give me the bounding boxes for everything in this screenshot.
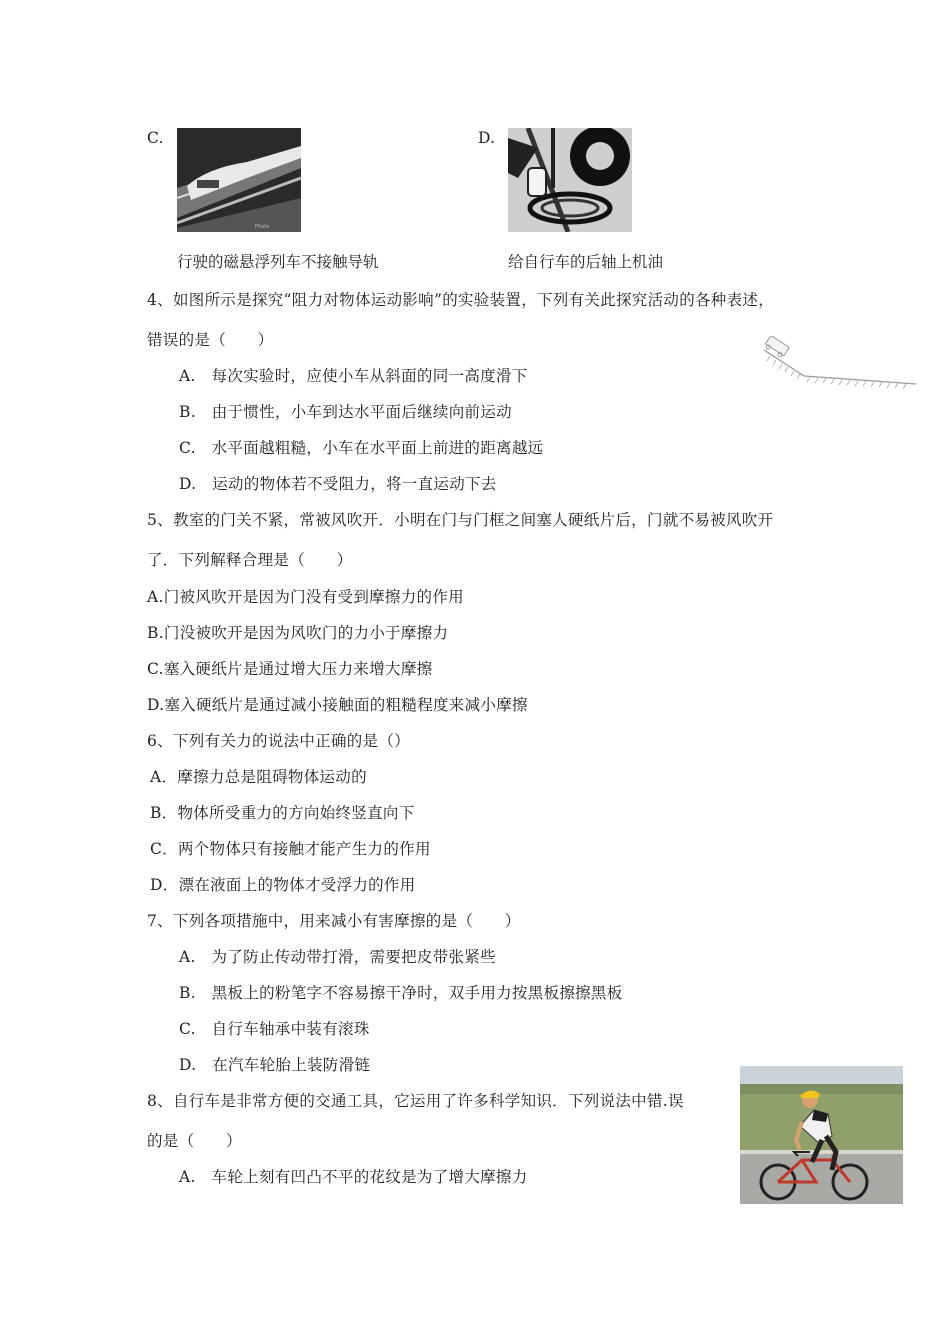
question-5-option-a: A.门被风吹开是因为门没有受到摩擦力的作用: [147, 588, 464, 606]
question-5-option-b: B.门没被吹开是因为风吹门的力小于摩擦力: [147, 624, 449, 642]
question-4-option-c: C. 水平面越粗糙，小车在水平面上前进的距离越远: [179, 439, 544, 457]
question-4-option-d: D. 运动的物体若不受阻力，将一直运动下去: [179, 475, 497, 493]
cyclist-photo: [740, 1066, 903, 1204]
incline-experiment-diagram: [760, 336, 916, 396]
question-7-option-d: D. 在汽车轮胎上装防滑链: [179, 1056, 371, 1074]
svg-text:Photo: Photo: [255, 224, 270, 230]
question-7-stem: 7、下列各项措施中，用来减小有害摩擦的是（ ）: [147, 912, 521, 930]
question-8-option-a: A. 车轮上刻有凹凸不平的花纹是为了增大摩擦力: [179, 1168, 528, 1186]
question-6-option-a: A．摩擦力总是阻碍物体运动的: [150, 768, 367, 786]
question-7-option-b: B. 黑板上的粉笔字不容易擦干净时，双手用力按黑板擦擦黑板: [179, 984, 623, 1002]
question-5-stem: 5、教室的门关不紧，常被风吹开．小明在门与门框之间塞人硬纸片后，门就不易被风吹开: [147, 511, 774, 529]
question-6-option-b: B．物体所受重力的方向始终竖直向下: [150, 804, 415, 822]
question-5-stem-cont: 了．下列解释合理是（ ）: [147, 551, 353, 569]
question-4-option-a: A. 每次实验时，应使小车从斜面的同一高度滑下: [179, 367, 528, 385]
question-8-stem-cont: 的是（ ）: [147, 1132, 242, 1150]
question-5-option-c: C.塞入硬纸片是通过增大压力来增大摩擦: [147, 660, 433, 678]
maglev-train-image: [177, 128, 301, 232]
question-7-option-a: A. 为了防止传动带打滑，需要把皮带张紧些: [179, 948, 496, 966]
option-d-label: D.: [478, 129, 496, 147]
question-4-stem: 4、如图所示是探究“阻力对物体运动影响”的实验装置，下列有关此探究活动的各种表述，: [147, 291, 775, 309]
question-6-option-d: D．漂在液面上的物体才受浮力的作用: [150, 876, 416, 894]
option-c-caption: 行驶的磁悬浮列车不接触导轨: [177, 253, 379, 271]
option-c-label: C.: [147, 129, 164, 147]
option-d-caption: 给自行车的后轴上机油: [508, 253, 664, 271]
question-6-stem: 6、下列有关力的说法中正确的是（）: [147, 732, 410, 750]
question-8-stem: 8、自行车是非常方便的交通工具，它运用了许多科学知识．下列说法中错.误: [147, 1092, 684, 1110]
question-5-option-d: D.塞入硬纸片是通过减小接触面的粗糙程度来减小摩擦: [147, 696, 528, 714]
question-7-option-c: C. 自行车轴承中装有滚珠: [179, 1020, 370, 1038]
question-4-option-b: B. 由于惯性，小车到达水平面后继续向前运动: [179, 403, 512, 421]
question-6-option-c: C．两个物体只有接触才能产生力的作用: [150, 840, 431, 858]
question-4-stem-cont: 错误的是（ ）: [147, 331, 274, 349]
bicycle-axle-oil-image: [508, 128, 632, 232]
